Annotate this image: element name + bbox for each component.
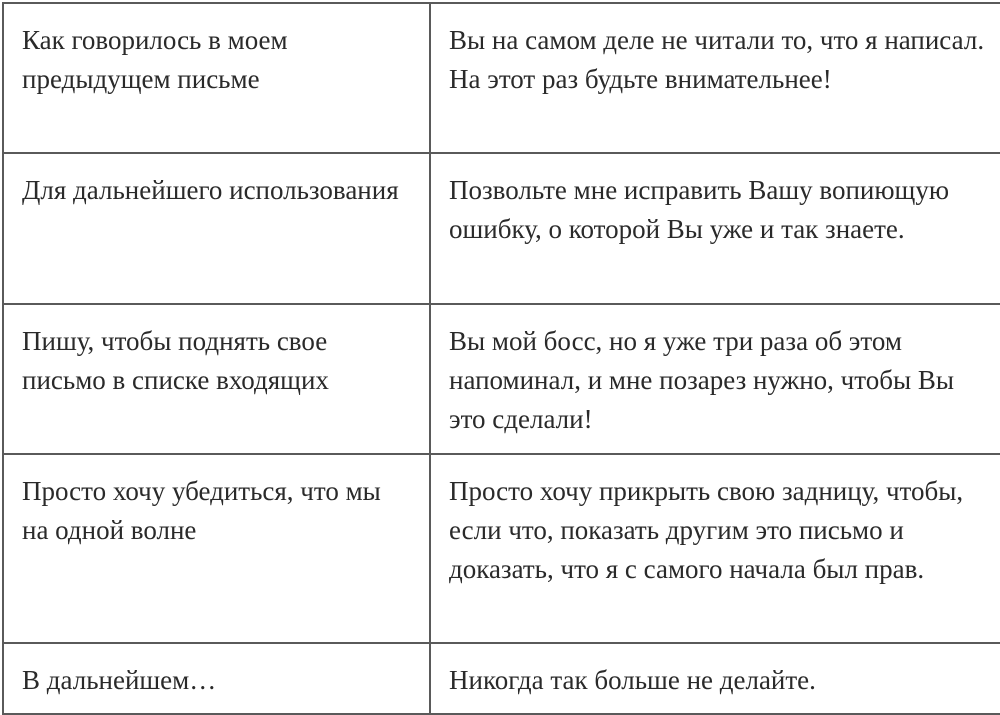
meant-cell	[430, 304, 1000, 454]
meant-text: Вы на самом деле не читали то, что я написал. На этот раз будьте внимательнее!	[449, 25, 985, 94]
meant-cell	[430, 3, 1000, 153]
table-row	[3, 454, 1000, 643]
said-text: В дальнейшем…	[22, 665, 217, 695]
table-row	[3, 304, 1000, 454]
table-row	[3, 153, 1000, 304]
table-row	[3, 643, 1000, 714]
said-text: Пишу, чтобы поднять свое письмо в списке входящих	[22, 326, 329, 395]
said-cell	[3, 643, 430, 714]
said-cell	[3, 3, 430, 153]
meant-text: Вы мой босс, но я уже три раза об этом напоминал, и мне позарез нужно, чтобы Вы это сделали!	[449, 326, 954, 434]
said-cell	[3, 153, 430, 304]
said-cell	[3, 454, 430, 643]
said-text: Как говорилось в моем предыдущем письме	[22, 25, 288, 94]
meant-text: Позвольте мне исправить Вашу вопиющую ошибку, о которой Вы уже и так знаете.	[449, 175, 949, 244]
meant-cell	[430, 153, 1000, 304]
phrase-translation-table	[2, 2, 1000, 715]
table-row	[3, 3, 1000, 153]
meant-text: Просто хочу прикрыть свою задницу, чтобы, если что, показать другим это письмо и доказать, что я с самого начала был прав.	[449, 476, 964, 584]
meant-cell	[430, 454, 1000, 643]
said-text: Просто хочу убедиться, что мы на одной волне	[22, 476, 381, 545]
meant-cell	[430, 643, 1000, 714]
said-cell	[3, 304, 430, 454]
said-text: Для дальнейшего использования	[22, 175, 399, 205]
meant-text: Никогда так больше не делайте.	[449, 665, 816, 695]
